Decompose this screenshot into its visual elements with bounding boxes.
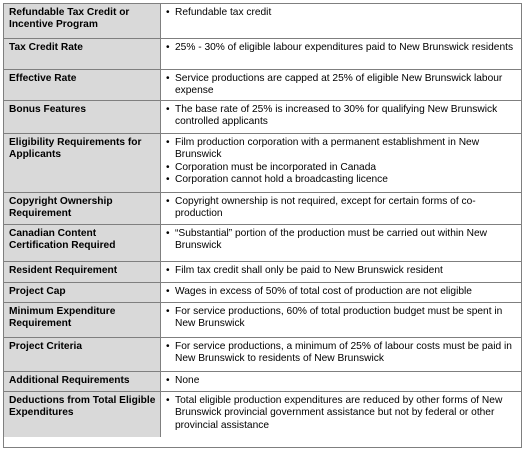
bullet-icon: •	[166, 286, 170, 297]
row-label: Tax Credit Rate	[4, 39, 161, 70]
row-value	[161, 101, 521, 134]
bullet-icon: •	[166, 196, 170, 207]
list-item: • Film tax credit shall only be paid to New Brunswick resident	[166, 265, 443, 276]
list-item: • None	[166, 375, 200, 386]
row-label: Additional Requirements	[4, 372, 161, 392]
row-label: Refundable Tax Credit or Incentive Program	[4, 4, 161, 39]
bullet-icon: •	[166, 375, 170, 386]
row-label: Project Criteria	[4, 338, 161, 372]
bullet-icon: •	[166, 73, 170, 84]
list-item: • Film production corporation with a permanent establishment in New Brunswick	[166, 137, 480, 161]
row-value	[161, 283, 521, 303]
row-label: Minimum Expenditure Requirement	[4, 303, 161, 338]
row-value	[161, 372, 521, 392]
list-item: • Corporation must be incorporated in Canada	[166, 161, 377, 173]
list-item: • Service productions are capped at 25% of eligible New Brunswick labour expense	[166, 73, 503, 97]
bullet-icon: •	[166, 7, 170, 18]
list-item: • For service productions, a minimum of 25% of labour costs must be paid in New Brunswick to residents of New Brunswick	[166, 341, 512, 365]
list-item: • The base rate of 25% is increased to 30% for qualifying New Brunswick controlled applicants	[166, 104, 498, 128]
row-value	[161, 303, 521, 338]
list-item: • 25% - 30% of eligible labour expenditures paid to New Brunswick residents	[166, 42, 514, 53]
bullet-icon: •	[166, 104, 170, 115]
list-item: • Wages in excess of 50% of total cost of production are not eligible	[166, 286, 472, 297]
bullet-icon: •	[166, 306, 170, 317]
row-value	[161, 4, 521, 39]
bullet-icon: •	[166, 228, 170, 239]
list-item: • For service productions, 60% of total production budget must be spent in New Brunswick	[166, 306, 503, 330]
row-label: Resident Requirement	[4, 262, 161, 283]
bullet-icon: •	[166, 42, 170, 53]
bullet-icon: •	[166, 137, 170, 148]
row-value	[161, 70, 521, 101]
row-value	[161, 193, 521, 225]
row-label: Copyright Ownership Requirement	[4, 193, 161, 225]
row-value	[161, 392, 521, 437]
row-value	[161, 39, 521, 70]
bullet-icon: •	[166, 174, 170, 186]
row-value	[161, 262, 521, 283]
row-label: Effective Rate	[4, 70, 161, 101]
list-item: • Corporation cannot hold a broadcasting licence	[166, 174, 388, 186]
list-item: • “Substantial” portion of the production must be carried out within New Brunswick	[166, 228, 488, 252]
row-value	[161, 225, 521, 262]
row-label: Bonus Features	[4, 101, 161, 134]
row-label: Deductions from Total Eligible Expenditures	[4, 392, 161, 437]
row-label: Project Cap	[4, 283, 161, 303]
bullet-icon: •	[166, 161, 170, 173]
row-value	[161, 338, 521, 372]
row-label: Canadian Content Certification Required	[4, 225, 161, 262]
row-label: Eligibility Requirements for Applicants	[4, 134, 161, 193]
row-value	[161, 134, 521, 193]
bullet-icon: •	[166, 341, 170, 352]
list-item: • Copyright ownership is not required, except for certain forms of co-production	[166, 196, 476, 220]
program-details-table	[3, 3, 522, 448]
list-item: • Total eligible production expenditures are reduced by other forms of New Brunswick provincial government assistance but not by federal or other provincial assistance	[166, 395, 503, 431]
bullet-icon: •	[166, 395, 170, 406]
list-item: • Refundable tax credit	[166, 7, 272, 18]
bullet-icon: •	[166, 265, 170, 276]
